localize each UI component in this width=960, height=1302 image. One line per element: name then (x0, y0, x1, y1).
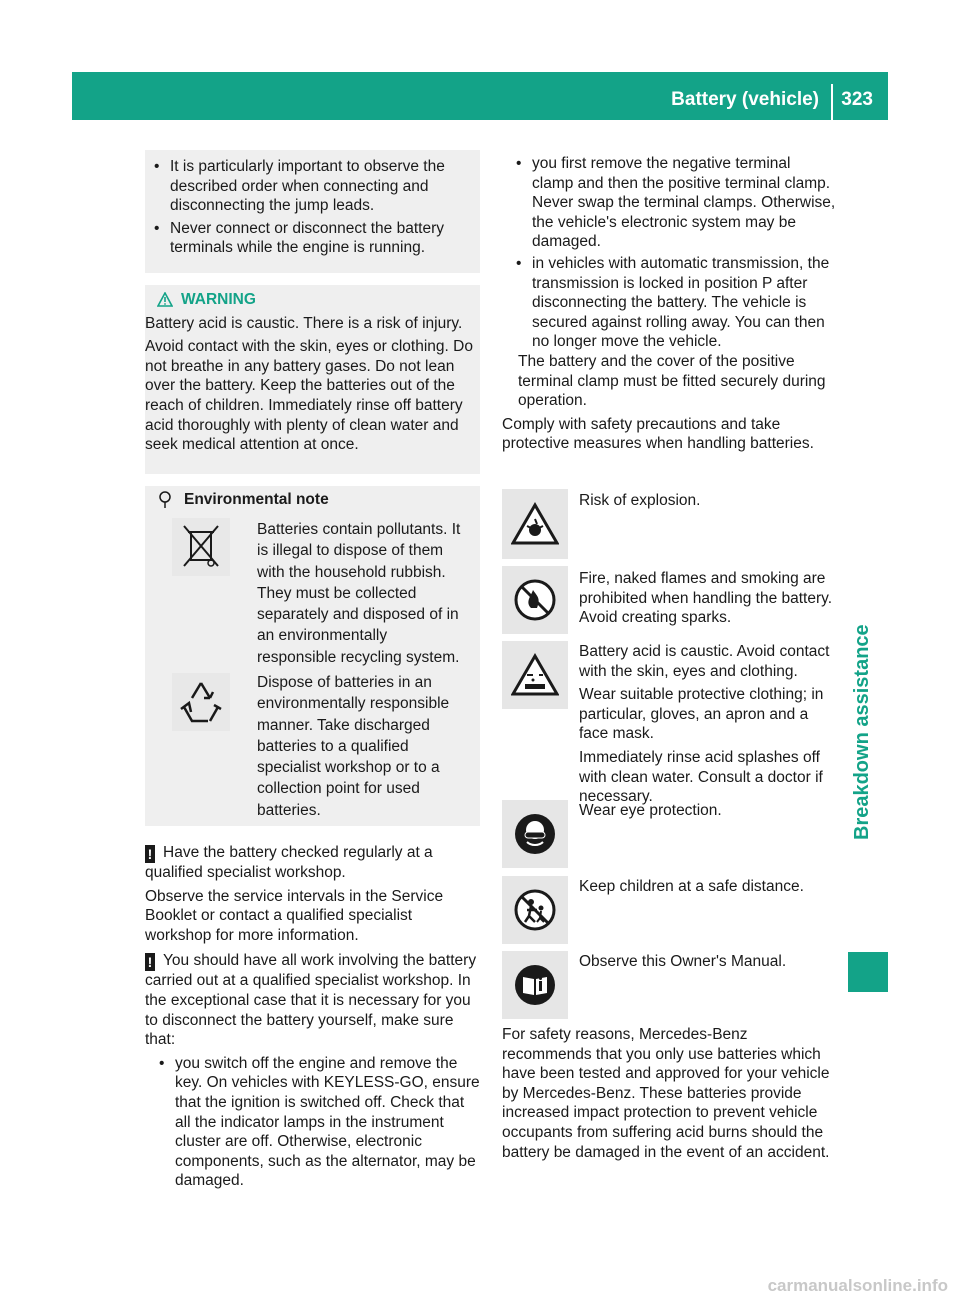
corrosive-texts (579, 642, 836, 807)
read-manual-icon (502, 951, 568, 1019)
chapter-tab-label: Breakdown assistance (851, 624, 873, 840)
page-header (72, 72, 888, 120)
list-item: • you first remove the negative terminal clamp and then the positive terminal clamp. Never swap the terminal clamps. Otherwise, the vehicle's electronic system may be damaged. (514, 154, 836, 252)
safety-text: Immediately rinse acid splashes off with clean water. Consult a doctor if necessary. (579, 748, 823, 806)
safety-text: Wear eye protection. (579, 802, 722, 819)
safety-text: Keep children at a safe distance. (579, 878, 804, 895)
safety-text: Fire, naked flames and smoking are prohibited when handling the battery. Avoid creating sparks. (579, 570, 833, 627)
crossed-bin-icon (172, 518, 230, 576)
safety-text: Observe this Owner's Manual. (579, 953, 787, 970)
section-title: Battery (vehicle) (671, 89, 819, 110)
note-paragraph: ! You should have all work involving the battery carried out at a qualified specialist workshop. In the exceptional case that it is necessary for you to disconnect the battery yourself, make sure that: (145, 952, 477, 1049)
warning-content (145, 290, 477, 455)
safety-text: Wear suitable protective clothing; in particular, gloves, an apron and a face mask. (579, 686, 824, 743)
note-paragraph: ! Have the battery checked regularly at a qualified specialist workshop. (145, 844, 433, 881)
cover-note: The battery and the cover of the positive terminal clamp must be fitted securely during operation. (518, 352, 826, 410)
explosion-warning-icon (502, 489, 568, 559)
note-paragraph: Observe the service intervals in the Service Booklet or contact a qualified specialist workshop for more information. (145, 887, 444, 944)
header-divider (831, 84, 833, 120)
top-bullets (152, 157, 477, 258)
warning-paragraph: Avoid contact with the skin, eyes or clothing. Do not breathe in any battery gases. Do not lean over the battery. Keep the batteries out of the reach of children. Immediately rinse off battery acid thoroughly with plenty of clean water and seek medical attention at once. (145, 338, 473, 454)
env-note-heading (158, 490, 329, 510)
warning-paragraph: Battery acid is caustic. There is a risk of injury. (145, 314, 463, 332)
warning-heading (145, 290, 477, 310)
lightbulb-icon (158, 491, 172, 509)
page-number: 323 (841, 89, 873, 110)
list-item: • you switch off the engine and remove the key. On vehicles with KEYLESS-GO, ensure that the ignition is switched off. Check that all the indicator lamps in the instrument cluster are off. Otherwise, electronic components, such as the alternator, may be damaged. (157, 1054, 481, 1191)
list-item: • in vehicles with automatic transmission, the transmission is locked in position P after disconnecting the battery. The vehicle is secured against rolling away. You can then no longer move the vehicle. (514, 254, 836, 352)
watermark: carmanualsonline.info (767, 1276, 948, 1296)
env-note-text: Batteries contain pollutants. It is illegal to dispose of them with the household rubbish. They must be collected separately and disposed of in an environmentally responsible recycling system. (257, 521, 461, 666)
no-fire-icon (502, 566, 568, 634)
list-item: • Never connect or disconnect the battery terminals while the engine is running. (152, 219, 477, 258)
warning-title: WARNING (181, 291, 256, 308)
safety-intro: Comply with safety precautions and take protective measures when handling batteries. (502, 415, 814, 453)
closing-paragraph: For safety reasons, Mercedes-Benz recommends that you only use batteries which have been tested and approved for your vehicle by Mercedes-Benz. These batteries provide increased impact protection to prevent vehicle occupants from suffering acid burns should the battery be damaged in the event of an accident. (502, 1026, 830, 1161)
eye-protection-icon (502, 800, 568, 868)
note-bullets-cont (502, 154, 836, 352)
note-bullets (145, 1054, 481, 1191)
recycle-icon (172, 673, 230, 731)
warning-triangle-icon (157, 292, 173, 307)
env-note-title: Environmental note (184, 491, 329, 508)
exclamation-icon: ! (145, 953, 155, 971)
corrosive-warning-icon (502, 641, 568, 709)
safety-text: Risk of explosion. (579, 492, 701, 509)
right-column-text (502, 152, 836, 454)
exclamation-icon: ! (145, 845, 155, 863)
notes-block (145, 843, 481, 1191)
safety-text: Battery acid is caustic. Avoid contact with the skin, eyes and clothing. (579, 643, 830, 680)
env-note-text: Dispose of batteries in an environmentally responsible manner. Take discharged batteries to a qualified specialist workshop or to a collection point for used batteries. (257, 674, 450, 819)
chapter-tab-marker (848, 952, 888, 992)
keep-children-away-icon (502, 876, 568, 944)
list-item: • It is particularly important to observe the described order when connecting and disconnecting the jump leads. (152, 157, 477, 216)
